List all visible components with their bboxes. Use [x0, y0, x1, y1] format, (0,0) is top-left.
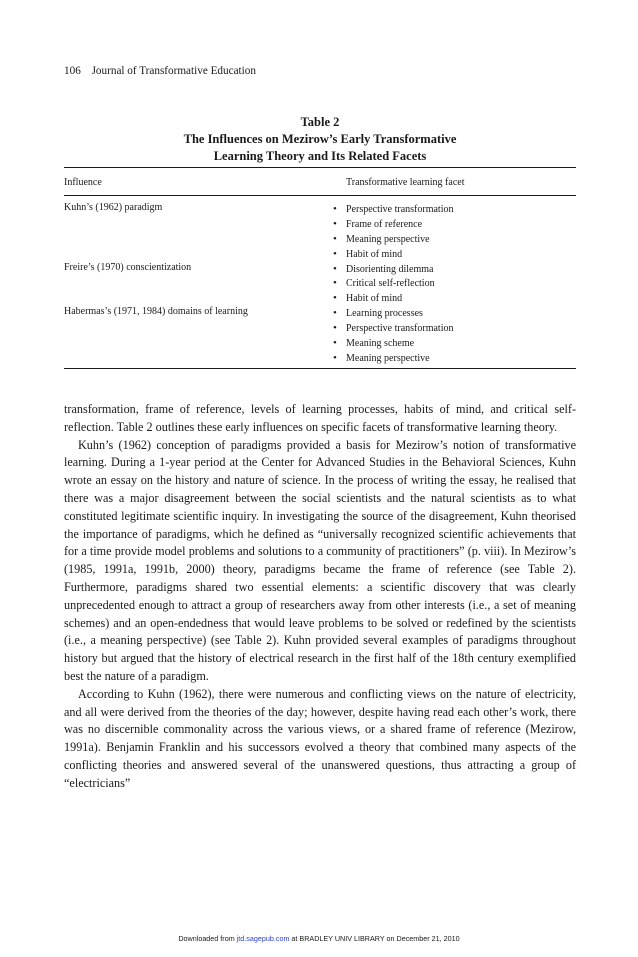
facet-item: • Meaning scheme: [333, 337, 415, 350]
paragraph-1: transformation, frame of reference, levels of learning processes, habits of mind, and critical self-reflection. Table 2 outlines these early influences on specific facets of transformative learning theory.: [64, 402, 576, 434]
footer-suffix: at BRADLEY UNIV LIBRARY on December 21, 2010: [289, 934, 460, 943]
paragraph-2: Kuhn’s (1962) conception of paradigms provided a basis for Mezirow’s notion of transformative learning. During a 1-year period at the Center for Advanced Studies in the Behavioral Sciences, Kuhn wrote an essay on the history and nature of science. In the process of writing the essay, he realised that there was a major disagreement between the social scientists and the natural scientists as to what constituted legitimate scientific inquiry. In investigating the source of the disagreement, Kuhn theorised the importance of paradigms, which he defined as “universally recognized scientific achievements that for a time provide model problems and solutions to a community of practitioners” (p. viii). In Mezirow’s (1985, 1991a, 1991b, 2000) theory, paradigms became the frame of reference (see Table 2). Furthermore, paradigms shared two essential elements: a scientific discovery that was clearly unprecedented enough to attract a group of researchers away from other interests (i.e., a set of meaning schemes) and an open-endedness that would leave problems to be solved or redefined by the scientists (i.e., a meaning perspective) (see Table 2). Kuhn provided several examples of paradigms throughout history but argued that the history of electrical research in the first half of the 18th century exemplified best the nature of a paradigm.: [64, 437, 576, 683]
facet-item: • Frame of reference: [333, 217, 423, 230]
bullet-icon: •: [333, 307, 337, 320]
bullet-icon: •: [333, 351, 337, 364]
bullet-icon: •: [333, 232, 337, 245]
influence-kuhn: Kuhn’s (1962) paradigm: [64, 202, 163, 213]
facet-list: [333, 202, 453, 366]
facet-item: • Meaning perspective: [333, 351, 430, 364]
influence-habermas: Habermas’s (1971, 1984) domains of learning: [64, 306, 248, 317]
column-header-influence: Influence: [64, 177, 102, 188]
facet-item: • Learning processes: [333, 307, 423, 320]
table-header-rule: [64, 195, 576, 196]
facet-item: • Habit of mind: [333, 247, 403, 260]
facet-item: • Disorienting dilemma: [333, 262, 434, 275]
bullet-icon: •: [333, 203, 337, 215]
bullet-icon: •: [333, 292, 337, 305]
influence-freire: Freire’s (1970) conscientization: [64, 262, 192, 273]
table-label: Table 2: [300, 115, 340, 129]
table-title-line-2: Learning Theory and Its Related Facets: [213, 149, 427, 163]
footer-link[interactable]: jtd.sagepub.com: [236, 934, 290, 943]
bullet-icon: •: [333, 262, 337, 275]
table-top-rule: [64, 167, 576, 168]
facet-item: • Critical self-reflection: [333, 277, 435, 290]
download-footer: [0, 934, 638, 943]
page-number: 106: [64, 65, 81, 77]
column-header-facet: Transformative learning facet: [346, 177, 465, 188]
facet-item: • Perspective transformation: [333, 203, 454, 215]
table-title-line-1: The Influences on Mezirow’s Early Transformative: [183, 132, 457, 146]
journal-title: Journal of Transformative Education: [91, 65, 256, 77]
bullet-icon: •: [333, 217, 337, 230]
paragraph-3: According to Kuhn (1962), there were numerous and conflicting views on the nature of electricity, and all were derived from the theories of the day; however, despite having read each other’s work, there was no discernible commonality across the various views, or a shared frame of reference (Mezirow, 1991a). Benjamin Franklin and his successors evolved a theory that combined many aspects of the conflicting theories and answered several of the unanswered questions, thus attracting a group of “electricians”: [64, 686, 576, 790]
bullet-icon: •: [333, 247, 337, 260]
footer-prefix: Downloaded from: [178, 934, 237, 943]
bullet-icon: •: [333, 277, 337, 290]
running-header: [64, 65, 256, 77]
table-caption: [64, 114, 576, 165]
bullet-icon: •: [333, 322, 337, 335]
facet-item: • Meaning perspective: [333, 232, 430, 245]
facet-item: • Perspective transformation: [333, 322, 454, 335]
body-text: [64, 401, 576, 793]
bullet-icon: •: [333, 337, 337, 350]
facet-item: • Habit of mind: [333, 292, 403, 305]
table-bottom-rule: [64, 368, 576, 369]
